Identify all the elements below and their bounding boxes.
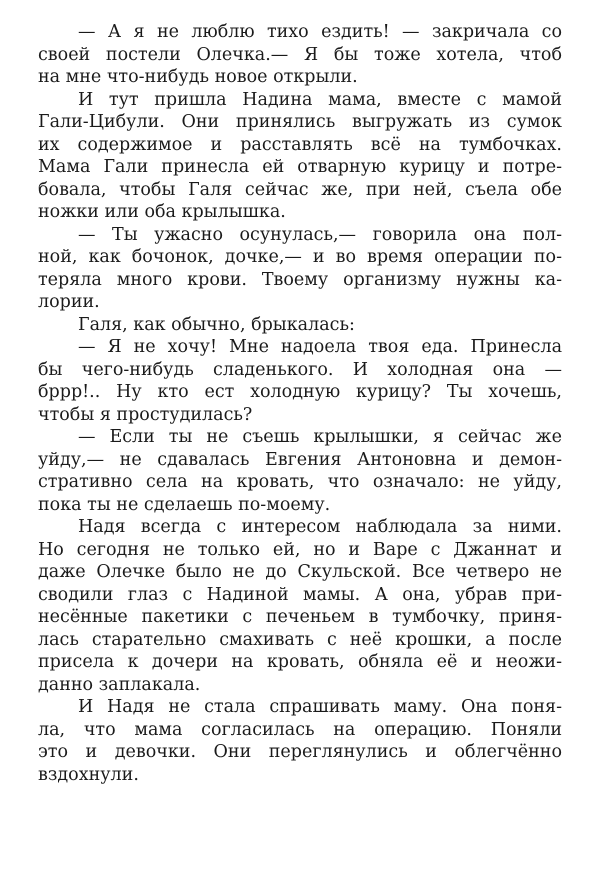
- text-line: лась старательно смахивать с неё крошки, а после: [38, 629, 562, 650]
- text-line: это и девочки. Они переглянулись и облегчённо: [38, 742, 562, 762]
- text-line: Галя, как обычно, брыкалась:: [78, 314, 355, 335]
- paragraph: [38, 696, 562, 786]
- text-line: бы чего-нибудь сладенького. И холодная она —: [38, 359, 562, 380]
- text-line: — Если ты не съешь крылышки, я сейчас же: [78, 427, 562, 447]
- text-line: Надя всегда с интересом наблюдала за ними.: [78, 517, 562, 537]
- paragraph: [38, 224, 562, 314]
- text-line: Но сегодня не только ей, но и Варе с Джаннат и: [38, 539, 562, 560]
- paragraph: [38, 336, 562, 426]
- text-line: ножки или оба крылышка.: [38, 202, 286, 222]
- text-line: И Надя не стала спрашивать маму. Она поня-: [78, 697, 562, 717]
- text-line: своей постели Олечка.— Я бы тоже хотела, чтоб: [38, 44, 562, 65]
- text-line: бррр!.. Ну кто ест холодную курицу? Ты хочешь,: [38, 382, 562, 402]
- text-line: несённые пакетики с печеньем в тумбочку, приня-: [38, 607, 562, 627]
- text-line: даже Олечке было не до Скульской. Все четверо не: [38, 562, 562, 582]
- text-line: бовала, чтобы Галя сейчас же, при ней, съела обе: [38, 179, 562, 200]
- text-line: их содержимое и расставлять всё на тумбочках.: [38, 134, 562, 155]
- text-line: присела к дочери на кровать, обняла её и неожи-: [38, 652, 562, 672]
- text-line: пока ты не сделаешь по-моему.: [38, 494, 331, 515]
- paragraph: [38, 426, 562, 516]
- paragraph: [38, 516, 562, 696]
- text-line: лории.: [38, 292, 100, 312]
- text-line: данно заплакала.: [38, 674, 201, 695]
- text-line: вздохнули.: [38, 764, 139, 785]
- text-line: на мне что-нибудь новое открыли.: [38, 67, 358, 87]
- text-line: ла, что мама согласилась на операцию. Поняли: [38, 719, 562, 740]
- paragraph: [38, 21, 562, 89]
- text-line: ной, как бочонок, дочке,— и во время операции по-: [38, 247, 562, 267]
- text-line: стративно села на кровать, что означало: не уйду,: [38, 472, 562, 492]
- text-line: Гали-Цибули. Они принялись выгружать из сумок: [38, 112, 562, 132]
- text-line: И тут пришла Надина мама, вместе с мамой: [78, 89, 562, 110]
- text-line: — Ты ужасно осунулась,— говорила она пол-: [78, 224, 562, 245]
- paragraph: [38, 314, 562, 337]
- paragraph: [38, 89, 562, 224]
- text-line: чтобы я простудилась?: [38, 404, 253, 425]
- text-line: Мама Гали принесла ей отварную курицу и потре-: [38, 157, 562, 177]
- text-line: — Я не хочу! Мне надоела твоя еда. Принесла: [78, 337, 562, 357]
- text-line: сводили глаз с Надиной мамы. А она, убрав при-: [38, 584, 562, 605]
- text-line: уйду,— не сдавалась Евгения Антоновна и демон-: [38, 449, 562, 470]
- text-line: теряла много крови. Твоему организму нужны ка-: [38, 269, 562, 290]
- text-line: — А я не люблю тихо ездить! — закричала со: [78, 22, 562, 42]
